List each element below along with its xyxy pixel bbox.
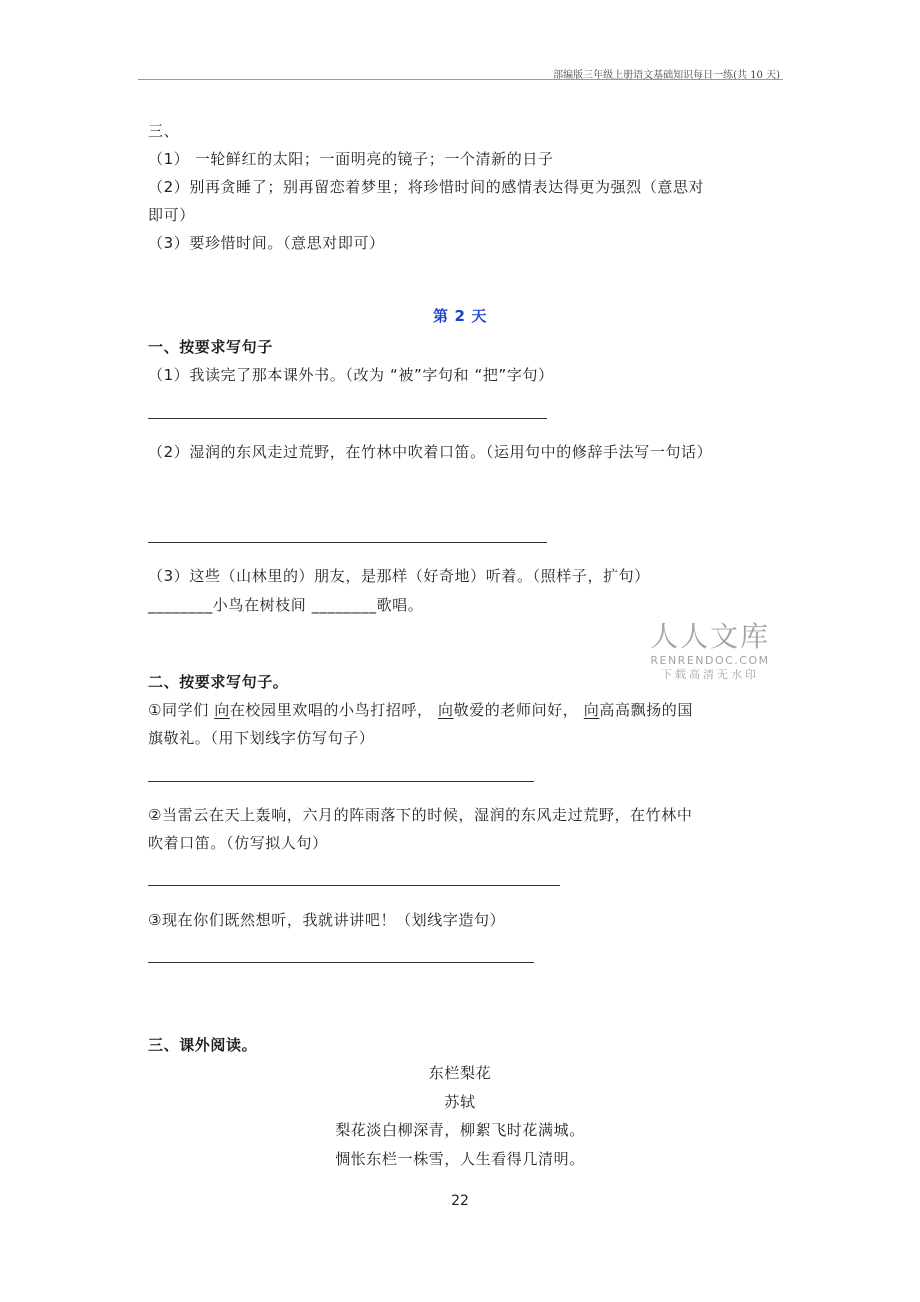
watermark-url: RENRENDOC.COM xyxy=(650,654,770,667)
underlined-word: 向 xyxy=(583,701,600,719)
question-text: 敬爱的老师问好， xyxy=(453,701,584,719)
question-text: 高高飘扬的国 xyxy=(599,701,693,719)
section-2-question-2-line-1: ②当雷云在天上轰响，六月的阵雨落下的时候，湿润的东风走过荒野，在竹林中 xyxy=(148,806,693,824)
question-text: ①同学们 xyxy=(148,701,215,719)
section-1-question-1: （1）我读完了那本课外书。（改为 “被”字句和 “把”字句） xyxy=(148,366,554,384)
section-2-question-3: ③现在你们既然想听，我就讲讲吧！（划线字造句） xyxy=(148,911,506,929)
page-number: 22 xyxy=(451,1193,469,1209)
header-divider xyxy=(138,79,783,80)
header-title: 部编版三年级上册语文基础知识每日一练(共 10 天) xyxy=(553,70,780,81)
poem-author: 苏轼 xyxy=(444,1093,476,1111)
watermark xyxy=(640,620,780,682)
section-1-heading: 一、按要求写句子 xyxy=(148,338,273,356)
section-1-question-3-blank: ________小鸟在树枝间 ________歌唱。 xyxy=(148,596,424,614)
underlined-word: 向 xyxy=(438,701,454,719)
poem-line-1: 梨花淡白柳深青，柳絮飞时花满城。 xyxy=(335,1121,585,1139)
answer-3: （3）要珍惜时间。（意思对即可） xyxy=(148,234,385,252)
answers-heading: 三、 xyxy=(148,122,180,140)
answer-line xyxy=(148,885,560,886)
poem-line-2: 惆怅东栏一株雪，人生看得几清明。 xyxy=(335,1150,585,1168)
underlined-word: 向 xyxy=(214,701,230,719)
question-text: 在校园里欢唱的小鸟打招呼， xyxy=(229,701,438,719)
watermark-tagline: 下载高清无水印 xyxy=(661,668,759,681)
section-2-question-2-line-2: 吹着口笛。（仿写拟人句） xyxy=(148,834,328,852)
answer-1: （1） 一轮鲜红的太阳；一面明亮的镜子；一个清新的日子 xyxy=(148,150,554,168)
section-1-question-2: （2）湿润的东风走过荒野，在竹林中吹着口笛。（运用句中的修辞手法写一句话） xyxy=(148,443,713,461)
answer-2-line-2: 即可） xyxy=(148,206,195,224)
answer-line xyxy=(148,781,534,782)
section-2-heading: 二、按要求写句子。 xyxy=(148,673,289,691)
section-1-question-3: （3）这些（山林里的）朋友，是那样（好奇地）听着。（照样子，扩句） xyxy=(148,567,650,585)
section-2-question-1-line-1 xyxy=(148,700,693,720)
answer-line xyxy=(148,418,547,419)
section-3-heading: 三、课外阅读。 xyxy=(148,1036,258,1054)
answer-2-line-1: （2）别再贪睡了；别再留恋着梦里；将珍惜时间的感情表达得更为强烈（意思对 xyxy=(148,178,705,196)
watermark-logo: 人人文库 xyxy=(649,620,770,653)
answer-line xyxy=(148,542,547,543)
poem-title: 东栏梨花 xyxy=(428,1064,492,1082)
answer-line xyxy=(148,962,534,963)
section-2-question-1-line-2: 旗敬礼。（用下划线字仿写句子） xyxy=(148,729,375,747)
day-title: 第 2 天 xyxy=(433,307,487,325)
